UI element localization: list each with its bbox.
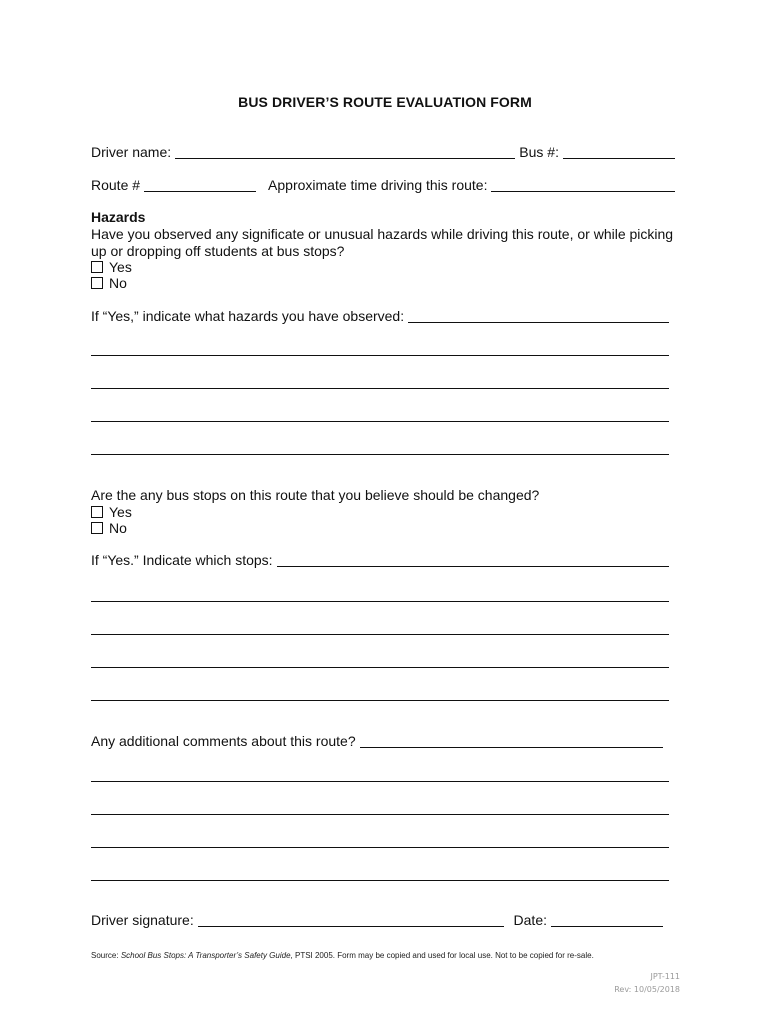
hazards-yes-checkbox[interactable] <box>91 261 103 273</box>
bus-number-label: Bus #: <box>519 144 559 160</box>
source-title: School Bus Stops: A Transporter’s Safety Guide <box>120 951 291 960</box>
source-note <box>91 951 594 960</box>
stops-option-yes[interactable] <box>91 504 132 520</box>
comments-label: Any additional comments about this route? <box>91 733 356 749</box>
bus-number-field[interactable] <box>563 145 675 159</box>
hazards-followup-row <box>91 308 669 324</box>
hazards-question: Have you observed any significate or unusual hazards while driving this route, or while picking up or dropping off students at bus stops? <box>91 226 674 259</box>
source-prefix: Source: <box>91 951 119 960</box>
date-field[interactable] <box>551 913 663 927</box>
document-revision: Rev: 10/05/2018 <box>614 985 680 994</box>
route-number-field[interactable] <box>144 178 256 192</box>
stops-no-checkbox[interactable] <box>91 522 103 534</box>
stops-followup-field[interactable] <box>277 553 669 567</box>
stops-yes-checkbox[interactable] <box>91 506 103 518</box>
stops-blank-line-2[interactable] <box>91 634 669 635</box>
route-number-label: Route # <box>91 177 141 193</box>
stops-followup-row <box>91 552 669 568</box>
comments-blank-line-4[interactable] <box>91 880 669 881</box>
stops-no-label: No <box>109 520 127 536</box>
driver-bus-row <box>91 144 675 160</box>
hazards-no-checkbox[interactable] <box>91 277 103 289</box>
route-time-row <box>91 177 675 193</box>
document-id: JPT-111 <box>650 972 680 981</box>
source-rest: , PTSI 2005. Form may be copied and used for local use. Not to be copied for re-sale. <box>290 951 594 960</box>
driver-name-field[interactable] <box>175 145 515 159</box>
comments-blank-line-3[interactable] <box>91 847 669 848</box>
hazards-blank-line-2[interactable] <box>91 388 669 389</box>
hazards-yes-label: Yes <box>109 259 132 275</box>
hazards-option-yes[interactable] <box>91 259 132 275</box>
form-title: BUS DRIVER’S ROUTE EVALUATION FORM <box>238 94 532 110</box>
driver-name-label: Driver name: <box>91 144 172 160</box>
stops-blank-line-4[interactable] <box>91 700 669 701</box>
hazards-heading: Hazards <box>91 209 146 225</box>
hazards-option-no[interactable] <box>91 275 127 291</box>
stops-followup-label: If “Yes.” Indicate which stops: <box>91 552 273 568</box>
stops-yes-label: Yes <box>109 504 132 520</box>
approx-time-field[interactable] <box>491 178 675 192</box>
signature-date-row <box>91 912 663 928</box>
stops-question: Are the any bus stops on this route that you believe should be changed? <box>91 487 540 503</box>
stops-option-no[interactable] <box>91 520 127 536</box>
approx-time-label: Approximate time driving this route: <box>268 177 488 193</box>
hazards-no-label: No <box>109 275 127 291</box>
hazards-blank-line-3[interactable] <box>91 421 669 422</box>
hazards-blank-line-1[interactable] <box>91 355 669 356</box>
signature-field[interactable] <box>198 913 504 927</box>
comments-blank-line-1[interactable] <box>91 781 669 782</box>
stops-blank-line-3[interactable] <box>91 667 669 668</box>
comments-field[interactable] <box>360 734 663 748</box>
signature-label: Driver signature: <box>91 912 194 928</box>
date-label: Date: <box>513 912 547 928</box>
hazards-followup-field[interactable] <box>408 309 669 323</box>
comments-row <box>91 733 663 749</box>
comments-blank-line-2[interactable] <box>91 814 669 815</box>
hazards-blank-line-4[interactable] <box>91 454 669 455</box>
stops-blank-line-1[interactable] <box>91 601 669 602</box>
hazards-followup-label: If “Yes,” indicate what hazards you have observed: <box>91 308 405 324</box>
